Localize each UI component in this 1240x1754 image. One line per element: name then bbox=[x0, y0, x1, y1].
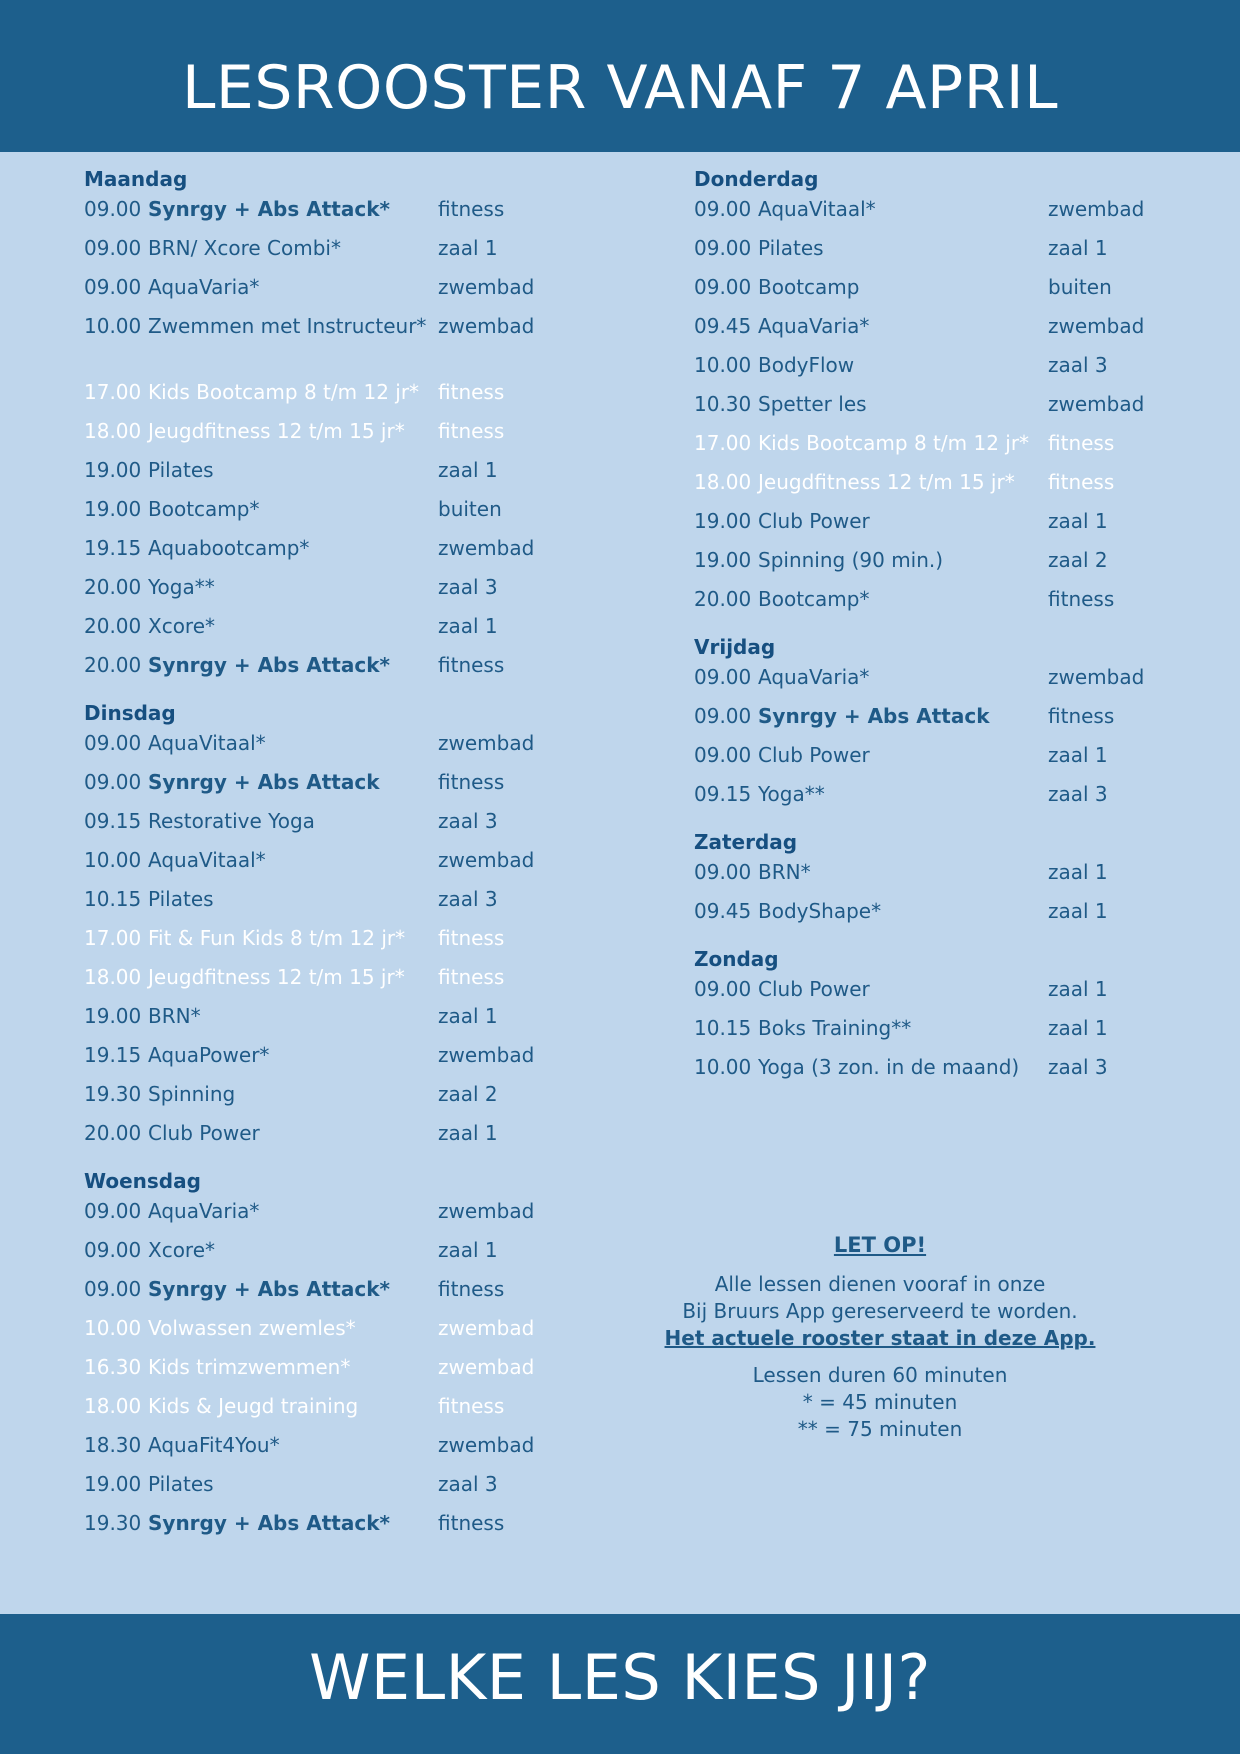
schedule-row bbox=[694, 976, 1214, 1015]
class-name: AquaVitaal* bbox=[148, 848, 266, 872]
class-name: Kids Bootcamp 8 t/m 12 jr* bbox=[758, 431, 1030, 455]
notice-title: LET OP! bbox=[833, 1233, 927, 1257]
class-time: 19.00 bbox=[84, 1472, 142, 1496]
class-location: fitness bbox=[438, 419, 505, 443]
schedule-row bbox=[84, 1315, 604, 1354]
class-name: BodyShape* bbox=[758, 899, 882, 923]
class-time: 16.30 bbox=[84, 1355, 142, 1379]
class-name: Spetter les bbox=[758, 392, 867, 416]
schedule-row bbox=[694, 859, 1214, 898]
schedule-row bbox=[84, 1198, 604, 1237]
notice-app-line: Het actuele rooster staat in deze App. bbox=[664, 1326, 1096, 1350]
class-location: zaal 1 bbox=[1048, 860, 1108, 884]
schedule-row bbox=[84, 886, 604, 925]
class-time: 09.00 bbox=[84, 236, 142, 260]
class-time: 09.00 bbox=[84, 1277, 142, 1301]
schedule-row bbox=[84, 457, 604, 496]
class-name: Club Power bbox=[758, 509, 870, 533]
schedule-row bbox=[694, 352, 1214, 391]
day-heading: Donderdag bbox=[694, 167, 819, 191]
class-time: 09.00 bbox=[694, 665, 752, 689]
class-time: 17.00 bbox=[694, 431, 752, 455]
day-heading: Zondag bbox=[694, 947, 779, 971]
class-location: zaal 1 bbox=[1048, 509, 1108, 533]
schedule-row bbox=[84, 574, 604, 613]
class-name: Kids trimzwemmen* bbox=[148, 1355, 351, 1379]
class-location: zwembad bbox=[438, 1316, 535, 1340]
class-location: zaal 1 bbox=[438, 458, 498, 482]
schedule-row bbox=[84, 1003, 604, 1042]
class-time: 17.00 bbox=[84, 926, 142, 950]
class-location: zwembad bbox=[438, 1199, 535, 1223]
class-time: 09.00 bbox=[84, 197, 142, 221]
class-location: zwembad bbox=[1048, 314, 1145, 338]
class-location: zwembad bbox=[1048, 392, 1145, 416]
schedule-row bbox=[84, 235, 604, 274]
schedule-row bbox=[84, 535, 604, 574]
schedule-row bbox=[694, 313, 1214, 352]
schedule-row bbox=[84, 769, 604, 808]
class-name: AquaVaria* bbox=[758, 665, 870, 689]
class-location: zaal 1 bbox=[438, 1004, 498, 1028]
class-location: fitness bbox=[1048, 431, 1115, 455]
class-time: 19.00 bbox=[694, 509, 752, 533]
class-name: AquaVaria* bbox=[148, 1199, 260, 1223]
class-name: Spinning (90 min.) bbox=[758, 548, 944, 572]
footer-title: WELKE LES KIES JIJ? bbox=[309, 1641, 931, 1714]
class-location: zaal 3 bbox=[438, 887, 498, 911]
class-time: 09.00 bbox=[84, 275, 142, 299]
class-time: 19.00 bbox=[84, 497, 142, 521]
class-time: 09.15 bbox=[694, 782, 752, 806]
class-location: fitness bbox=[438, 1394, 505, 1418]
class-location: zwembad bbox=[438, 1043, 535, 1067]
day-heading: Maandag bbox=[84, 167, 188, 191]
class-time: 18.30 bbox=[84, 1433, 142, 1457]
class-time: 09.15 bbox=[84, 809, 142, 833]
class-time: 18.00 bbox=[84, 1394, 142, 1418]
schedule-row bbox=[694, 703, 1214, 742]
class-name: Bootcamp* bbox=[148, 497, 260, 521]
schedule-row bbox=[84, 313, 604, 379]
class-location: zwembad bbox=[1048, 197, 1145, 221]
class-location: zaal 3 bbox=[1048, 1055, 1108, 1079]
class-location: zaal 1 bbox=[438, 1121, 498, 1145]
class-name: Pilates bbox=[148, 887, 214, 911]
class-location: zaal 3 bbox=[1048, 353, 1108, 377]
class-name: Boks Training** bbox=[758, 1016, 912, 1040]
class-name: Club Power bbox=[758, 977, 870, 1001]
class-time: 19.00 bbox=[84, 458, 142, 482]
class-time: 20.00 bbox=[84, 614, 142, 638]
schedule-row bbox=[694, 235, 1214, 274]
schedule-row bbox=[84, 274, 604, 313]
day-heading: Zaterdag bbox=[694, 830, 798, 854]
schedule-row bbox=[84, 1393, 604, 1432]
class-name: Bootcamp bbox=[758, 275, 860, 299]
class-name: Spinning bbox=[148, 1082, 236, 1106]
class-location: buiten bbox=[1048, 275, 1112, 299]
duration-line: Lessen duren 60 minuten bbox=[752, 1363, 1008, 1387]
class-name: AquaVitaal* bbox=[758, 197, 876, 221]
class-time: 20.00 bbox=[84, 575, 142, 599]
schedule-row bbox=[84, 1276, 604, 1315]
class-time: 19.15 bbox=[84, 1043, 142, 1067]
class-time: 20.00 bbox=[84, 1121, 142, 1145]
class-location: zwembad bbox=[1048, 665, 1145, 689]
class-location: fitness bbox=[438, 653, 505, 677]
class-time: 10.00 bbox=[694, 1055, 752, 1079]
schedule-row bbox=[84, 1081, 604, 1120]
class-time: 09.00 bbox=[84, 1238, 142, 1262]
class-location: fitness bbox=[438, 965, 505, 989]
schedule-row bbox=[84, 1120, 604, 1159]
class-name: Xcore* bbox=[148, 1238, 216, 1262]
schedule-row bbox=[84, 652, 604, 691]
schedule-row bbox=[694, 781, 1214, 820]
class-location: zaal 1 bbox=[1048, 977, 1108, 1001]
duration-line: ** = 75 minuten bbox=[797, 1417, 963, 1441]
class-name: AquaVaria* bbox=[758, 314, 870, 338]
class-time: 09.00 bbox=[694, 275, 752, 299]
class-time: 09.00 bbox=[694, 977, 752, 1001]
class-name: Kids Bootcamp 8 t/m 12 jr* bbox=[148, 380, 420, 404]
class-name: Pilates bbox=[148, 1472, 214, 1496]
class-name: Jeugdfitness 12 t/m 15 jr* bbox=[148, 419, 405, 443]
class-location: fitness bbox=[438, 770, 505, 794]
schedule-row bbox=[694, 469, 1214, 508]
class-time: 17.00 bbox=[84, 380, 142, 404]
class-name: Restorative Yoga bbox=[148, 809, 315, 833]
class-location: zwembad bbox=[438, 1433, 535, 1457]
page-header bbox=[0, 0, 1240, 152]
class-name: Jeugdfitness 12 t/m 15 jr* bbox=[148, 965, 405, 989]
class-time: 10.15 bbox=[84, 887, 142, 911]
day-heading: Dinsdag bbox=[84, 701, 176, 725]
class-name: Volwassen zwemles* bbox=[148, 1316, 356, 1340]
class-name: Aquabootcamp* bbox=[148, 536, 310, 560]
class-location: zaal 1 bbox=[438, 1238, 498, 1262]
notice-box bbox=[650, 1232, 1110, 1443]
schedule-left-column bbox=[84, 164, 604, 1549]
class-location: zaal 1 bbox=[1048, 1016, 1108, 1040]
class-name: Fit & Fun Kids 8 t/m 12 jr* bbox=[148, 926, 406, 950]
schedule-row bbox=[694, 274, 1214, 313]
class-location: zaal 1 bbox=[1048, 899, 1108, 923]
class-location: zwembad bbox=[438, 275, 535, 299]
schedule-row bbox=[694, 391, 1214, 430]
class-name: Synrgy + Abs Attack* bbox=[148, 1277, 390, 1301]
schedule-row bbox=[84, 1042, 604, 1081]
class-time: 10.00 bbox=[84, 848, 142, 872]
class-name: AquaPower* bbox=[148, 1043, 270, 1067]
class-location: zaal 3 bbox=[438, 575, 498, 599]
class-time: 19.15 bbox=[84, 536, 142, 560]
duration-line: * = 45 minuten bbox=[802, 1390, 958, 1414]
class-location: zaal 1 bbox=[1048, 743, 1108, 767]
class-time: 09.45 bbox=[694, 314, 752, 338]
notice-line: Alle lessen dienen vooraf in onze bbox=[714, 1272, 1046, 1296]
class-time: 20.00 bbox=[694, 587, 752, 611]
class-location: fitness bbox=[438, 380, 505, 404]
class-name: Club Power bbox=[148, 1121, 260, 1145]
class-location: buiten bbox=[438, 497, 502, 521]
schedule-row bbox=[84, 418, 604, 457]
class-time: 09.00 bbox=[84, 1199, 142, 1223]
schedule-row bbox=[694, 898, 1214, 937]
class-location: zwembad bbox=[438, 731, 535, 755]
class-name: AquaVaria* bbox=[148, 275, 260, 299]
class-location: zaal 2 bbox=[1048, 548, 1108, 572]
class-location: zaal 3 bbox=[438, 1472, 498, 1496]
class-name: Synrgy + Abs Attack* bbox=[148, 1511, 390, 1535]
schedule-right-column bbox=[694, 164, 1214, 1093]
schedule-row bbox=[694, 1054, 1214, 1093]
schedule-row bbox=[84, 1432, 604, 1471]
class-location: zaal 1 bbox=[438, 614, 498, 638]
class-location: fitness bbox=[438, 926, 505, 950]
class-time: 18.00 bbox=[694, 470, 752, 494]
schedule-row bbox=[84, 1471, 604, 1510]
class-name: Bootcamp* bbox=[758, 587, 870, 611]
schedule-row bbox=[84, 847, 604, 886]
class-time: 19.00 bbox=[84, 1004, 142, 1028]
class-location: zaal 3 bbox=[438, 809, 498, 833]
class-time: 09.00 bbox=[694, 236, 752, 260]
schedule-row bbox=[84, 1354, 604, 1393]
schedule-row bbox=[84, 964, 604, 1003]
class-time: 18.00 bbox=[84, 965, 142, 989]
class-location: zwembad bbox=[438, 1355, 535, 1379]
schedule-row bbox=[694, 430, 1214, 469]
class-location: fitness bbox=[438, 197, 505, 221]
class-location: fitness bbox=[1048, 587, 1115, 611]
schedule-row bbox=[694, 742, 1214, 781]
class-time: 19.00 bbox=[694, 548, 752, 572]
schedule-row bbox=[84, 925, 604, 964]
schedule-row bbox=[694, 664, 1214, 703]
class-location: zwembad bbox=[438, 314, 535, 338]
class-name: Pilates bbox=[758, 236, 824, 260]
class-time: 20.00 bbox=[84, 653, 142, 677]
class-location: zwembad bbox=[438, 848, 535, 872]
class-time: 09.45 bbox=[694, 899, 752, 923]
class-location: zaal 1 bbox=[1048, 236, 1108, 260]
class-time: 09.00 bbox=[694, 743, 752, 767]
class-time: 10.30 bbox=[694, 392, 752, 416]
class-name: Yoga** bbox=[758, 782, 825, 806]
class-name: BRN* bbox=[758, 860, 811, 884]
page-footer bbox=[0, 1614, 1240, 1754]
class-time: 10.00 bbox=[84, 314, 142, 338]
class-name: BRN* bbox=[148, 1004, 201, 1028]
class-location: fitness bbox=[438, 1511, 505, 1535]
notice-line: Bij Bruurs App gereserveerd te worden. bbox=[682, 1299, 1078, 1323]
class-name: AquaFit4You* bbox=[148, 1433, 280, 1457]
schedule-row bbox=[694, 547, 1214, 586]
class-time: 10.00 bbox=[694, 353, 752, 377]
class-location: zaal 2 bbox=[438, 1082, 498, 1106]
class-time: 09.00 bbox=[84, 731, 142, 755]
day-heading: Woensdag bbox=[84, 1169, 201, 1193]
schedule-row bbox=[84, 730, 604, 769]
class-time: 09.00 bbox=[694, 197, 752, 221]
class-location: fitness bbox=[1048, 704, 1115, 728]
class-location: zaal 3 bbox=[1048, 782, 1108, 806]
class-name: Yoga (3 zon. in de maand) bbox=[758, 1055, 1020, 1079]
class-time: 10.00 bbox=[84, 1316, 142, 1340]
class-name: Xcore* bbox=[148, 614, 216, 638]
class-name: Synrgy + Abs Attack bbox=[148, 770, 380, 794]
schedule-row bbox=[694, 1015, 1214, 1054]
class-name: BRN/ Xcore Combi* bbox=[148, 236, 341, 260]
schedule-row bbox=[84, 496, 604, 535]
schedule-row bbox=[694, 508, 1214, 547]
class-time: 18.00 bbox=[84, 419, 142, 443]
schedule-row bbox=[694, 586, 1214, 625]
class-name: Club Power bbox=[758, 743, 870, 767]
page-title: LESROOSTER VANAF 7 APRIL bbox=[181, 53, 1059, 123]
schedule-row bbox=[84, 379, 604, 418]
class-time: 09.00 bbox=[694, 860, 752, 884]
class-name: AquaVitaal* bbox=[148, 731, 266, 755]
class-name: Pilates bbox=[148, 458, 214, 482]
class-name: Jeugdfitness 12 t/m 15 jr* bbox=[758, 470, 1015, 494]
class-location: zaal 1 bbox=[438, 236, 498, 260]
class-name: BodyFlow bbox=[758, 353, 855, 377]
class-name: Yoga** bbox=[148, 575, 215, 599]
class-time: 19.30 bbox=[84, 1082, 142, 1106]
class-name: Zwemmen met Instructeur* bbox=[148, 314, 427, 338]
class-location: zwembad bbox=[438, 536, 535, 560]
class-time: 09.00 bbox=[694, 704, 752, 728]
class-time: 10.15 bbox=[694, 1016, 752, 1040]
class-location: fitness bbox=[1048, 470, 1115, 494]
schedule-row bbox=[694, 196, 1214, 235]
class-name: Synrgy + Abs Attack bbox=[758, 704, 990, 728]
schedule-row bbox=[84, 1510, 604, 1549]
schedule-row bbox=[84, 808, 604, 847]
class-time: 09.00 bbox=[84, 770, 142, 794]
schedule-row bbox=[84, 196, 604, 235]
class-name: Synrgy + Abs Attack* bbox=[148, 653, 390, 677]
class-name: Kids & Jeugd training bbox=[148, 1394, 359, 1418]
schedule-row bbox=[84, 613, 604, 652]
class-name: Synrgy + Abs Attack* bbox=[148, 197, 390, 221]
schedule-row bbox=[84, 1237, 604, 1276]
class-time: 19.30 bbox=[84, 1511, 142, 1535]
class-location: fitness bbox=[438, 1277, 505, 1301]
day-heading: Vrijdag bbox=[694, 635, 776, 659]
